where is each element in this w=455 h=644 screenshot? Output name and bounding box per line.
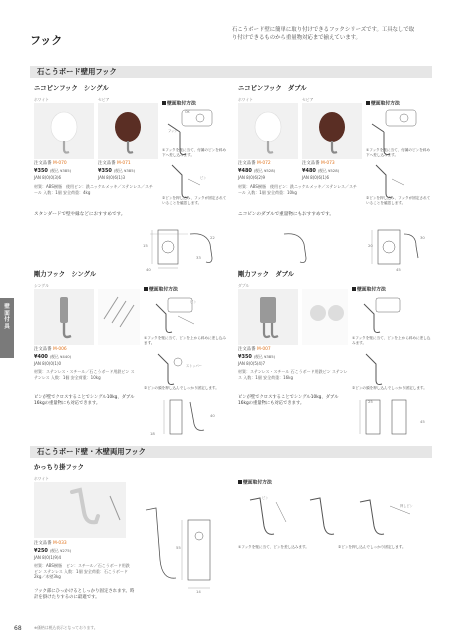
dim-value: 55: [176, 545, 181, 550]
section-title: 石こうボード壁用フック: [37, 67, 117, 76]
product-photo-parts: [302, 289, 348, 345]
product-spec: 材質：ABS樹脂 使用ピン：鉄ニッケルメッキ／ステンレス／スチール 入数：1個 安全荷重：10kg: [238, 184, 357, 195]
procedure-step: ②ピンの頭を押し込んでしっかり固定します。: [352, 386, 427, 390]
product-price: ¥250 (税込 ¥275): [34, 548, 72, 554]
product-photo-parts: [98, 289, 140, 345]
footer-note: ※価格は税込表示となっております。: [34, 625, 98, 630]
product-note: ニコピンのダブルで重量物にもおすすめです。: [238, 212, 334, 217]
procedure-diagram: [240, 492, 430, 542]
procedure-diagram: [356, 296, 416, 336]
jan-code: JAN 8(0)0(1)0: [34, 361, 62, 366]
product-title: 剛力フック ダブル: [238, 271, 294, 278]
product-note: ピンが壁でクロスすることでシングル10kg、ダブル16kgの重量物にも対応できます。: [238, 395, 339, 407]
product-photo-sepia: [98, 103, 158, 159]
dimension-drawing: [40, 224, 230, 274]
product-photo-white: [34, 103, 94, 159]
jan-code: JAN 8(0)6(1)3: [98, 175, 126, 180]
dimension-drawing: [244, 224, 434, 274]
procedure-step: ②ピンの頭を押し込んでしっかり固定します。: [144, 386, 219, 390]
procedure-title: 壁面取付方法: [162, 101, 196, 107]
dim-value: 45: [396, 267, 401, 272]
product-price: ¥480 (税込 ¥528): [238, 168, 276, 174]
product-note: ピンが壁でクロスすることでシングル10kg、ダブル16kgの重量物にも対応できます。: [34, 395, 135, 407]
product-price: ¥350 (税込 ¥385): [98, 168, 136, 174]
dim-value: 22: [210, 235, 215, 240]
pins-icon: [98, 289, 140, 345]
procedure-title: 壁面取付方法: [144, 287, 178, 293]
product-price: ¥480 (税込 ¥528): [302, 168, 340, 174]
color-label: ホワイト: [238, 97, 254, 102]
section-title: 石こうボード壁・木壁両用フック: [37, 447, 146, 456]
color-label: ホワイト: [34, 476, 50, 481]
side-tab-label: 壁面付具: [4, 304, 10, 330]
product-photo: [34, 482, 126, 538]
dim-value: 18: [150, 431, 155, 436]
hook-white-icon: [238, 103, 298, 159]
product-title: かっちり掛フック: [34, 464, 84, 471]
label-pin: ピン: [190, 300, 197, 304]
jan-code: JAN 8(0)5(4)7: [238, 361, 266, 366]
label-nail: 押しピン: [400, 504, 413, 508]
product-code: 注文品番 M-072: [238, 161, 271, 166]
page-number: 68: [14, 625, 22, 632]
dimension-drawing: [136, 500, 236, 600]
product-note: スタンダードで壁や縁などにおすすめです。: [34, 212, 126, 217]
dimension-drawing: [40, 398, 230, 440]
procedure-diagram: [356, 352, 412, 388]
jan-code: JAN 8(0)0(3)6: [34, 175, 62, 180]
dim-value: 45: [420, 419, 425, 424]
procedure-step: ②ピンを押し込み、フックが固定されていることを確認します。: [366, 196, 431, 206]
procedure-step: ①フックを壁に当て、ピンを上から斜めに差し込みます。: [352, 336, 431, 346]
metal-hook-icon: [238, 289, 298, 345]
dim-value: 20: [368, 243, 373, 248]
procedure-step: ②ピンを押し込んでしっかり固定します。: [338, 545, 406, 549]
product-title: 剛力フック シングル: [34, 271, 97, 278]
color-label: シングル: [34, 283, 49, 288]
side-tab: [0, 298, 14, 358]
pins-icon: [302, 289, 348, 345]
procedure-step: ②ピンを押し込み、フックが固定されていることを確認します。: [162, 196, 227, 206]
product-code: 注文品番 M-006: [34, 347, 67, 352]
procedure-step: ①フックを壁に当て、付属のピンを斜め下へ差し込みます。: [162, 148, 226, 158]
product-title: ニコピンフック ダブル: [238, 85, 307, 92]
procedure-step: ①フックを壁に当て、付属のピンを斜め下へ差し込みます。: [366, 148, 430, 158]
hook-sepia-icon: [302, 103, 362, 159]
product-code: 注文品番 M-070: [34, 161, 67, 166]
jan-code: JAN 8(0)1(9)4: [34, 555, 62, 560]
dim-value: 25: [368, 399, 373, 404]
procedure-step: ①フックを壁に当て、ピンを上から斜めに差し込みます。: [144, 336, 226, 346]
product-note: フック部にひっかけるとしっかり固定されます。時計を掛けたりするのに最適です。: [34, 589, 135, 601]
section-band-both: [30, 446, 432, 458]
label-hook: フック: [168, 129, 178, 133]
product-code: 注文品番 M-007: [238, 347, 271, 352]
color-label: ダブル: [238, 283, 250, 288]
product-price: ¥350 (税込 ¥385): [34, 168, 72, 174]
hook-sepia-icon: [98, 103, 158, 159]
procedure-step: ①フックを壁に当て、ピンを差し込みます。: [238, 545, 309, 549]
jan-code: JAN 8(0)6(2)9: [238, 175, 266, 180]
dim-value: 14: [196, 589, 201, 594]
dim-value: 40: [210, 413, 215, 418]
dim-value: 15: [143, 243, 148, 248]
dim-value: 40: [146, 267, 151, 272]
page-title: フック: [30, 34, 63, 47]
procedure-diagram: [148, 296, 208, 336]
hook-white-icon: [34, 103, 94, 159]
product-photo: [34, 289, 94, 345]
product-code: 注文品番 M-073: [302, 161, 335, 166]
page-intro: 石こうボード壁に簡単に取り付けできるフックシリーズです。工具なしで取り付けできるものから重量物対応まで揃えています。: [232, 27, 415, 41]
metal-hook-icon: [34, 289, 94, 345]
section-band-gypsum: [30, 66, 432, 78]
product-spec: 材質：ステンレス・スチール 石こうボード用鉄ピン ステンレス 入数：1個 安全荷重：16kg: [238, 369, 348, 380]
product-photo-sepia: [302, 103, 362, 159]
product-price: ¥400 (税込 ¥440): [34, 354, 72, 360]
procedure-title: 壁面取付方法: [238, 480, 272, 486]
product-price: ¥350 (税込 ¥385): [238, 354, 276, 360]
color-label: ホワイト: [34, 97, 50, 102]
product-title: ニコピンフック シングル: [34, 85, 109, 92]
dim-value: 30: [420, 235, 425, 240]
procedure-diagram: [148, 352, 204, 388]
label-pin: ピン: [262, 496, 269, 500]
product-spec: 材質：ABS樹脂 ピン：スチール／石こうボード用鉄ピン ステンレス 入数：1個 安全荷重：石こうボード2kg／木壁3kg: [34, 563, 130, 580]
label-pin: ピン: [200, 176, 207, 180]
product-photo-white: [238, 103, 298, 159]
product-photo: [238, 289, 298, 345]
procedure-title: 壁面取付方法: [352, 287, 386, 293]
product-code: 注文品番 M-033: [34, 541, 67, 546]
dim-value: 33: [196, 255, 201, 260]
color-label: セピア: [98, 97, 110, 102]
color-label: セピア: [302, 97, 314, 102]
label-stopper: ストッパー: [186, 364, 202, 368]
plastic-hook-icon: [34, 482, 126, 538]
product-spec: 材質：ABS樹脂 使用ピン：鉄ニッケルメッキ／ステンレス／スチール 入数：1個 安全荷重：4kg: [34, 184, 153, 195]
product-code: 注文品番 M-071: [98, 161, 131, 166]
product-spec: 材質：ステンレス・スチール／石こうボード用鉄ピン ステンレス 入数：1個 安全荷重：10kg: [34, 369, 135, 380]
procedure-title: 壁面取付方法: [366, 101, 400, 107]
label-ok: OK: [185, 110, 190, 114]
jan-code: JAN 8(0)6(1)6: [302, 175, 330, 180]
